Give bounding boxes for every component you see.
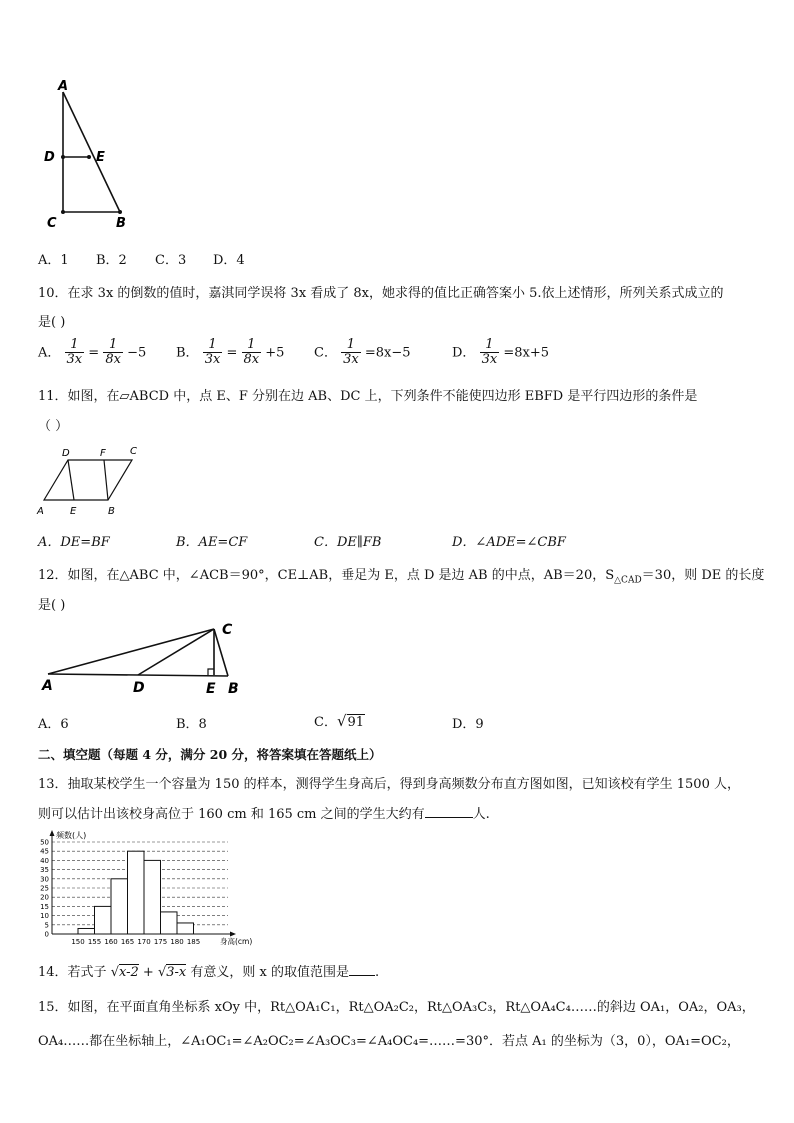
q11-stem-line1: 11．如图，在▱ABCD 中，点 E、F 分别在边 AB、DC 上，下列条件不能使四边形 EBFD 是平行四边形的条件是 bbox=[38, 389, 698, 404]
y-tick-label: 40 bbox=[40, 856, 49, 865]
q12-stem-part2: ＝30，则 DE 的长度 bbox=[641, 568, 765, 583]
q9-label-D: D bbox=[44, 150, 55, 165]
q10-option-c[interactable] bbox=[314, 338, 411, 368]
q10-a-num1: 1 bbox=[65, 338, 85, 353]
sqrt-icon: √ bbox=[110, 965, 119, 980]
q12-stem-sub: △CAD bbox=[614, 575, 642, 586]
q11-label-F: F bbox=[100, 448, 106, 459]
y-tick-label: 5 bbox=[44, 921, 49, 930]
x-tick-label: 155 bbox=[87, 938, 102, 946]
y-tick-label: 20 bbox=[40, 893, 49, 902]
x-tick-label: 185 bbox=[186, 938, 201, 946]
q10-c-den: 3x bbox=[343, 352, 359, 368]
histogram-bar bbox=[95, 906, 112, 934]
q10-a-frac1 bbox=[65, 338, 85, 368]
section-heading: 二、填空题（每题 4 分，满分 20 分，将答案填在答题纸上） bbox=[38, 747, 382, 762]
q12-figure bbox=[38, 618, 248, 698]
q11-option-b[interactable]: B．AE=CF bbox=[176, 535, 248, 550]
x-tick-label: 160 bbox=[104, 938, 118, 946]
y-tick-label: 30 bbox=[40, 875, 49, 884]
q11-label-E: E bbox=[70, 506, 77, 517]
y-tick-label: 10 bbox=[40, 912, 49, 921]
q9-label-E: E bbox=[96, 150, 105, 165]
x-tick-label: 165 bbox=[120, 938, 135, 946]
q11-figure bbox=[34, 442, 144, 520]
q10-a-num2: 1 bbox=[103, 338, 123, 353]
histogram-bar bbox=[111, 879, 128, 934]
q12-option-a[interactable]: A．6 bbox=[38, 717, 69, 732]
q11-option-d[interactable]: D．∠ADE=∠CBF bbox=[452, 535, 566, 550]
q15-line1: 15．如图，在平面直角坐标系 xOy 中，Rt△OA₁C₁，Rt△OA₂C₂，Rt△OA₃C₃，Rt△OA₄C₄……的斜边 OA₁，OA₂，OA₃， bbox=[38, 1000, 755, 1015]
height-histogram bbox=[30, 828, 260, 950]
q10-b-prefix: B． bbox=[176, 345, 199, 361]
q13-answer-blank[interactable] bbox=[425, 807, 473, 818]
q14-stem-b: 有意义，则 x 的取值范围是 bbox=[190, 965, 349, 980]
q14-plus: + bbox=[142, 965, 154, 980]
q14-radicand2: 3-x bbox=[166, 965, 187, 980]
y-tick-label: 15 bbox=[40, 902, 49, 911]
histogram-bar bbox=[128, 851, 145, 934]
q12-option-c[interactable] bbox=[314, 711, 365, 730]
q13-stem-line1: 13．抽取某校学生一个容量为 150 的样本，测得学生身高后，得到身高频数分布直方图如图，已知该校有学生 1500 人， bbox=[38, 777, 740, 792]
q10-b-tail: +5 bbox=[265, 345, 285, 361]
q15-line2: OA₄……都在坐标轴上，∠A₁OC₁=∠A₂OC₂=∠A₃OC₃=∠A₄OC₄=……=30°．若点 A₁ 的坐标为（3，0），OA₁=OC₂， bbox=[38, 1034, 740, 1049]
q9-option-c[interactable]: C．3 bbox=[155, 253, 187, 268]
q9-option-b[interactable]: B．2 bbox=[96, 253, 127, 268]
q11-label-B: B bbox=[108, 506, 115, 517]
q10-c-tail: =8x−5 bbox=[364, 345, 411, 361]
q10-d-den: 3x bbox=[481, 352, 498, 368]
q10-b-den1: 3x bbox=[204, 352, 221, 368]
q14-answer-blank[interactable] bbox=[349, 965, 375, 976]
q10-c-num: 1 bbox=[341, 338, 361, 353]
histogram-ylabel: 频数(人) bbox=[56, 831, 87, 840]
q9-option-a[interactable]: A．1 bbox=[38, 253, 69, 268]
q10-b-den2: 8x bbox=[243, 352, 260, 368]
q13-stem-a: 则可以估计出该校身高位于 160 cm 和 165 cm 之间的学生大约有 bbox=[38, 807, 425, 822]
q11-stem-line2: （ ） bbox=[38, 419, 69, 434]
histogram-bar bbox=[161, 912, 178, 934]
y-tick-label: 25 bbox=[40, 884, 49, 893]
sqrt-icon: √ bbox=[336, 712, 347, 730]
q12-stem-line1 bbox=[38, 564, 764, 586]
q12-stem-part1: 12．如图，在△ABC 中，∠ACB＝90°，CE⊥AB，垂足为 E，点 D 是边 AB 的中点，AB＝20，S bbox=[38, 568, 615, 583]
q12-c-prefix: C． bbox=[314, 715, 337, 730]
x-tick-label: 175 bbox=[153, 938, 168, 946]
x-tick-label: 170 bbox=[137, 938, 151, 946]
q10-option-d[interactable] bbox=[452, 338, 549, 368]
q11-label-C: C bbox=[130, 446, 137, 457]
q10-d-tail: =8x+5 bbox=[503, 345, 549, 361]
q11-option-c[interactable]: C．DE∥FB bbox=[314, 535, 382, 550]
q14-radicand1: x-2 bbox=[118, 965, 139, 980]
q13-stem-line2 bbox=[38, 803, 490, 822]
q10-c-frac bbox=[341, 338, 361, 368]
sqrt-icon: √ bbox=[157, 965, 167, 980]
q10-d-frac bbox=[480, 338, 500, 368]
y-tick-label: 50 bbox=[40, 838, 49, 847]
x-tick-label: 150 bbox=[71, 938, 85, 946]
q9-figure bbox=[38, 80, 138, 235]
q10-d-num: 1 bbox=[480, 338, 500, 353]
q10-c-prefix: C． bbox=[314, 345, 337, 361]
q10-b-num1: 1 bbox=[203, 338, 223, 353]
q11-label-D: D bbox=[62, 448, 70, 459]
q14-stem-c: . bbox=[375, 965, 380, 980]
q9-label-B: B bbox=[116, 216, 126, 231]
q9-label-C: C bbox=[47, 216, 57, 231]
q10-stem-line2: 是( ) bbox=[38, 315, 66, 330]
q12-c-radicand: 91 bbox=[347, 715, 365, 730]
histogram-bar bbox=[78, 928, 95, 934]
q11-option-a[interactable]: A．DE=BF bbox=[38, 535, 110, 550]
q10-a-frac2 bbox=[103, 338, 123, 368]
q14-stem-a: 14．若式子 bbox=[38, 965, 107, 980]
y-tick-label: 45 bbox=[40, 847, 49, 856]
q10-a-prefix: A． bbox=[38, 345, 61, 361]
q10-b-num2: 1 bbox=[242, 338, 262, 353]
x-tick-label: 180 bbox=[170, 938, 184, 946]
q10-option-a[interactable] bbox=[38, 338, 146, 368]
q12-label-B: B bbox=[228, 681, 239, 697]
q10-b-frac1 bbox=[203, 338, 223, 368]
histogram-bar bbox=[177, 923, 194, 934]
q12-label-A: A bbox=[42, 678, 53, 694]
y-tick-label: 0 bbox=[44, 930, 49, 939]
q10-stem-line1: 10．在求 3x 的倒数的值时，嘉淇同学误将 3x 看成了 8x，她求得的值比正确答案小 5.依上述情形，所列关系式成立的 bbox=[38, 286, 724, 301]
q12-option-b[interactable]: B．8 bbox=[176, 717, 207, 732]
q14-stem bbox=[38, 961, 379, 980]
q12-label-D: D bbox=[133, 680, 145, 696]
q10-option-b[interactable] bbox=[176, 338, 284, 368]
q12-label-E: E bbox=[206, 681, 216, 697]
q10-d-prefix: D． bbox=[452, 345, 476, 361]
q12-stem-line2: 是( ) bbox=[38, 598, 66, 613]
q12-label-C: C bbox=[222, 622, 233, 638]
q10-a-den1: 3x bbox=[66, 352, 83, 368]
histogram-bar bbox=[144, 860, 161, 934]
q10-a-den2: 8x bbox=[105, 352, 121, 368]
q11-label-A: A bbox=[37, 506, 44, 517]
q10-b-eq: = bbox=[226, 345, 238, 361]
q10-a-eq: = bbox=[88, 345, 100, 361]
q10-a-tail: −5 bbox=[127, 345, 147, 361]
q12-option-d[interactable]: D．9 bbox=[452, 717, 484, 732]
histogram-xlabel: 身高(cm) bbox=[220, 937, 253, 946]
q9-option-d[interactable]: D．4 bbox=[213, 253, 245, 268]
q13-stem-b: 人. bbox=[472, 807, 490, 822]
q10-b-frac2 bbox=[242, 338, 262, 368]
y-tick-label: 35 bbox=[40, 866, 49, 875]
q9-label-A: A bbox=[58, 80, 69, 94]
